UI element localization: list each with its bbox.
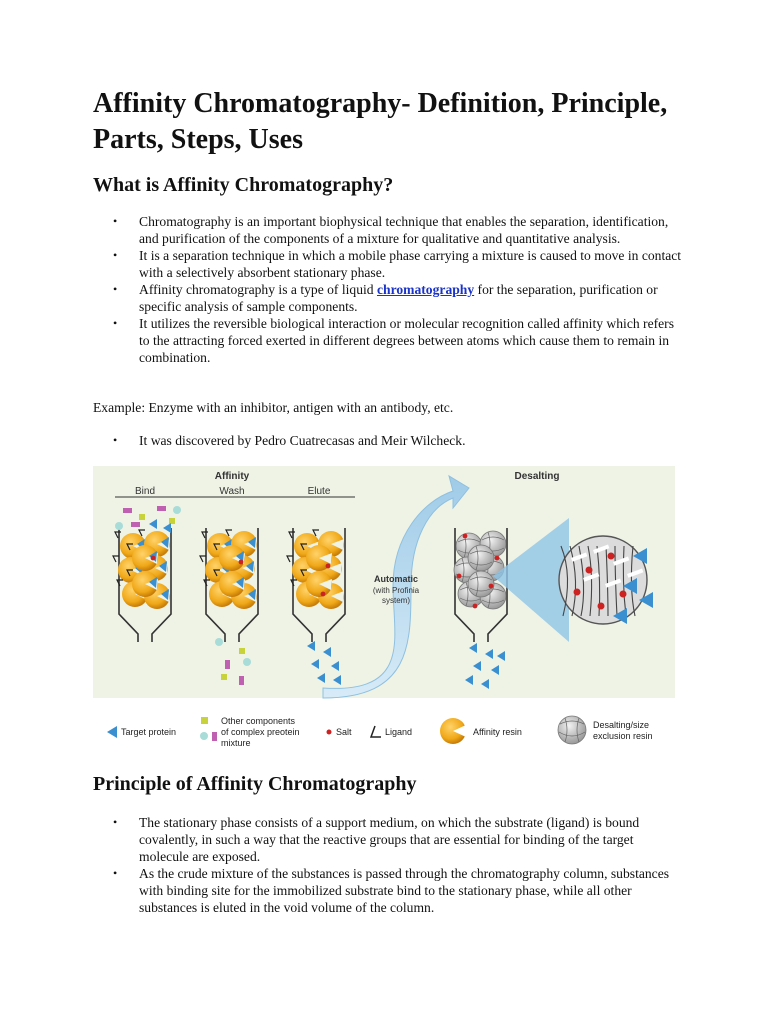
legend-other-components-line2: of complex preotein (221, 727, 300, 737)
salt-dot (463, 534, 468, 539)
zoom-salt (586, 567, 593, 574)
list-item: • The stationary phase consists of a support medium, on which the substrate (ligand) is bound covalently, in such a way that the reactive groups that are essential for binding of the target molecule are exposed. (93, 814, 683, 865)
other-component (221, 674, 227, 680)
zoom-salt (608, 553, 615, 560)
other-component (115, 522, 123, 530)
discovery-bullet-list (93, 432, 683, 449)
list-item: • It utilizes the reversible biological interaction or molecular recognition called affinity which refers to the attracting forced exerted in different degrees between atoms which cause them to remain in combination. (93, 315, 683, 366)
list-item: • It was discovered by Pedro Cuatrecasas and Meir Wilcheck. (93, 432, 683, 449)
list-item (93, 281, 683, 315)
example-paragraph: Example: Enzyme with an inhibitor, antigen with an antibody, etc. (93, 400, 454, 415)
zoom-salt (620, 591, 627, 598)
page-title: Affinity Chromatography- Definition, Principle, Parts, Steps, Uses (93, 88, 668, 155)
list-item: • It is a separation technique in which a mobile phase carrying a mixture is caused to move in contact with a selectively absorbent stationary phase. (93, 247, 683, 281)
legend-other-components: Other components (221, 716, 296, 726)
other-component (139, 514, 145, 520)
other-component-icon (212, 732, 217, 741)
other-component (243, 658, 251, 666)
figure-legend-background (93, 698, 675, 756)
other-component-icon (200, 732, 208, 740)
salt-icon (327, 730, 332, 735)
principle-bullet-list (93, 814, 683, 916)
automatic-label: Automatic (373, 574, 419, 584)
salt-dot (495, 556, 500, 561)
other-component (215, 638, 223, 646)
affinity-chromatography-diagram (93, 466, 675, 756)
section-heading-what-is: What is Affinity Chromatography? (93, 174, 394, 196)
definition-bullet-list (93, 213, 683, 366)
legend-target-protein: Target protein (121, 727, 177, 737)
list-item-text: for the separation, purification or specific analysis of sample components. (139, 282, 658, 314)
legend-affinity-resin: Affinity resin (473, 727, 522, 737)
salt-dot (321, 592, 326, 597)
other-component (169, 518, 175, 524)
other-component (157, 506, 166, 511)
list-item: • As the crude mixture of the substances is passed through the chromatography column, substances with binding site for the immobilized substrate bind to the stationary phase, while all other substances is eluted in the void volume of the column. (93, 865, 683, 916)
desalting-header: Desalting (514, 471, 560, 482)
legend-ligand: Ligand (385, 727, 413, 737)
affinity-header: Affinity (214, 471, 250, 482)
other-component (131, 522, 140, 527)
zoom-salt (598, 603, 605, 610)
salt-dot (326, 564, 331, 569)
legend-desalting-resin-line2: exclusion resin (593, 731, 653, 741)
other-component-icon (201, 717, 208, 724)
automatic-label-sub: system) (382, 596, 410, 605)
salt-dot (457, 574, 462, 579)
list-item-text: Affinity chromatography is a type of liquid (139, 282, 377, 297)
stage-label-bind: Bind (134, 486, 156, 497)
salt-dot (151, 556, 156, 561)
other-component (239, 648, 245, 654)
salt-dot (489, 584, 494, 589)
other-component (173, 506, 181, 514)
other-component (239, 676, 244, 685)
section-heading-principle: Principle of Affinity Chromatography (93, 773, 417, 795)
legend-salt: Salt (336, 727, 352, 737)
salt-dot (473, 604, 478, 609)
list-item: • Chromatography is an important biophysical technique that enables the separation, identification, and purification of the components of a mixture for qualitative and quantitative analysis. (93, 213, 683, 247)
desalting-resin-icon (558, 716, 586, 744)
legend-desalting-resin: Desalting/size (593, 720, 650, 730)
stage-label-elute: Elute (307, 486, 331, 497)
automatic-label-sub: (with Profinia (372, 586, 420, 595)
other-component (225, 660, 230, 669)
salt-dot (239, 560, 244, 565)
legend-other-components-line3: mixture (221, 738, 251, 748)
stage-label-wash: Wash (219, 486, 245, 497)
desalting-resin-bead (468, 545, 494, 571)
zoom-salt (574, 589, 581, 596)
chromatography-link[interactable]: chromatography (376, 282, 475, 297)
other-component (123, 508, 132, 513)
